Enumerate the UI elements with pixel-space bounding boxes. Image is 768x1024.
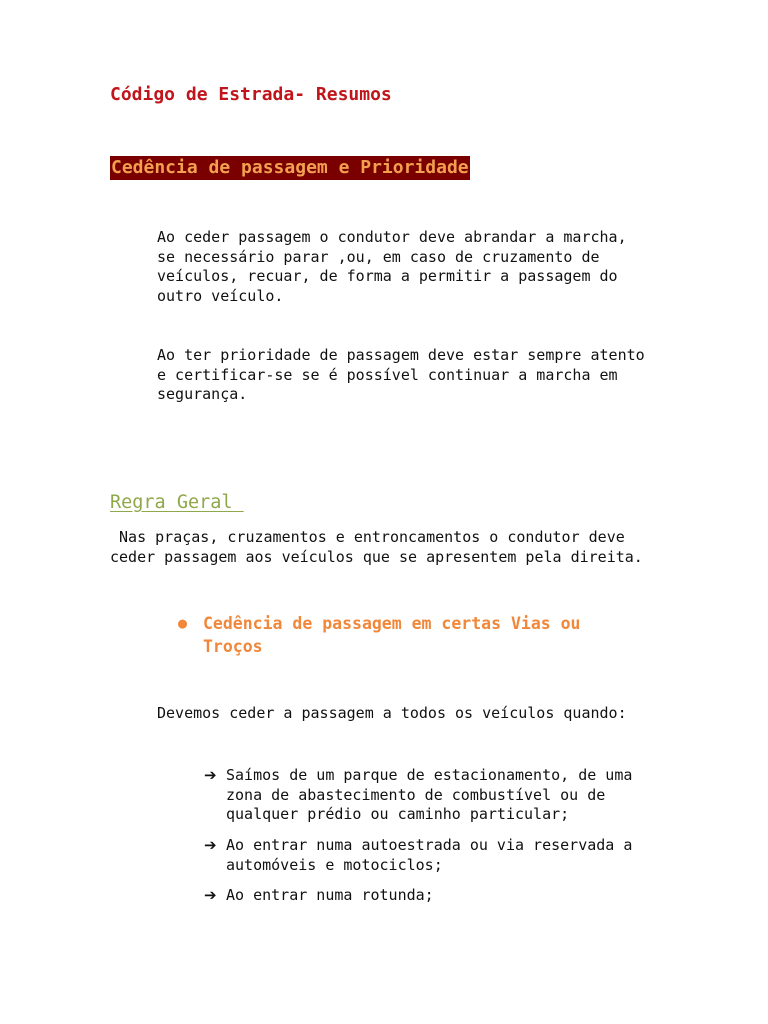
list-item: Ao entrar numa autoestrada ou via reservada a automóveis e motociclos; — [226, 836, 633, 874]
document-title: Código de Estrada- Resumos — [110, 84, 392, 105]
paragraph-prioridade: Ao ter prioridade de passagem deve estar sempre atento e certificar-se se é possível continuar a marcha em segurança. — [157, 346, 645, 403]
arrow-right-icon: ➔ — [204, 766, 217, 784]
paragraph-devemos-ceder: Devemos ceder a passagem a todos os veículos quando: — [157, 704, 627, 722]
section-heading: Cedência de passagem e Prioridade — [111, 157, 469, 178]
list-item: Ao entrar numa rotunda; — [226, 886, 434, 904]
bullet-dot-icon: ● — [178, 614, 188, 632]
subheading-regra-geral: Regra Geral — [110, 492, 244, 513]
list-item: Saímos de um parque de estacionamento, de uma zona de abastecimento de combustível ou de qualquer prédio ou caminho particular; — [226, 766, 633, 823]
bullet-heading: Cedência de passagem em certas Vias ou Troços — [203, 614, 581, 656]
paragraph-ceder-passagem: Ao ceder passagem o condutor deve abrandar a marcha, se necessário parar ,ou, em caso de cruzamento de veículos, recuar, de forma a permitir a passagem do outro veículo. — [157, 228, 627, 305]
arrow-right-icon: ➔ — [204, 886, 217, 904]
arrow-right-icon: ➔ — [204, 836, 217, 854]
paragraph-regra-geral: Nas praças, cruzamentos e entroncamentos o condutor deve ceder passagem aos veículos que se apresentem pela direita. — [110, 528, 643, 566]
